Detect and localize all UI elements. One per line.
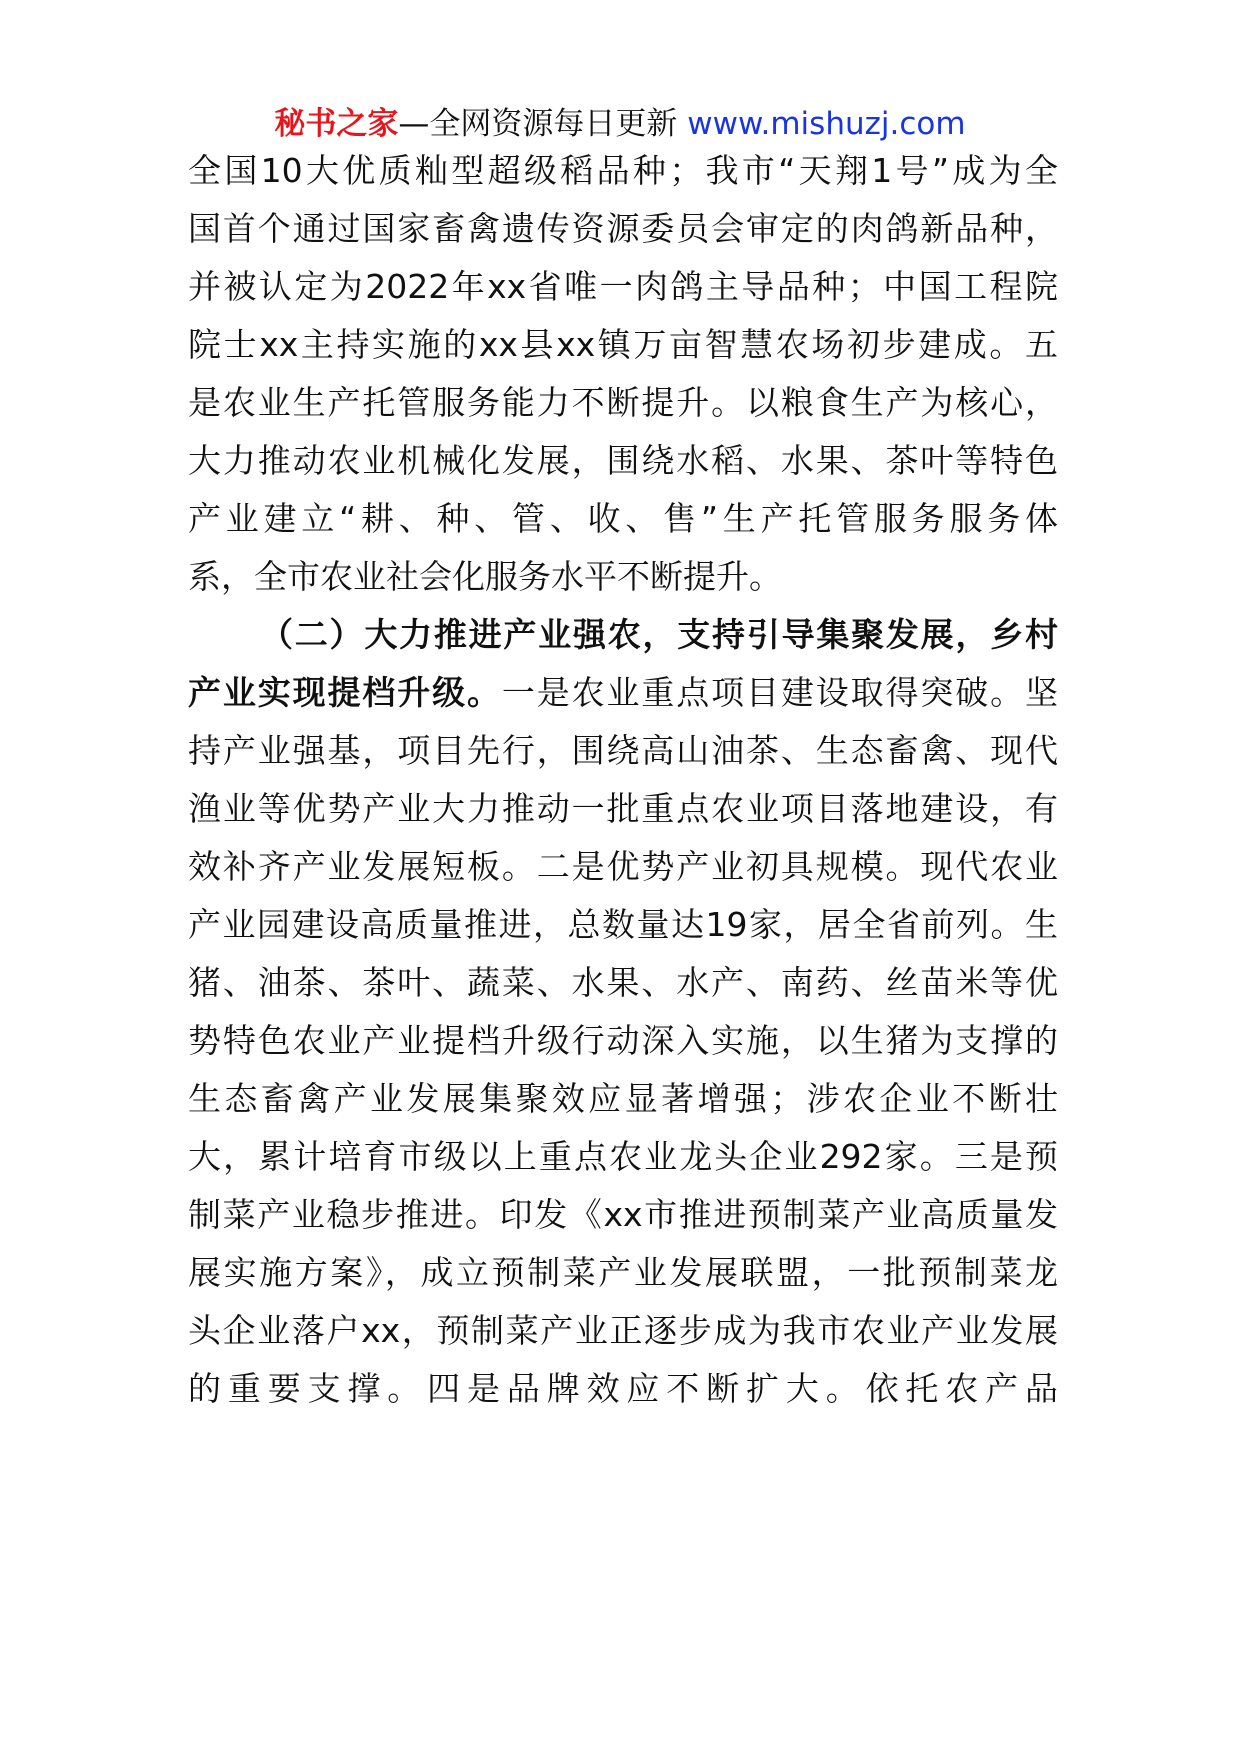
text-run: 一是农业重点项目建设取得突破。坚 [501,673,1058,712]
text-line: 生态畜禽产业发展集聚效应显著增强；涉农企业不断壮 [188,1079,1058,1118]
text-line: 头企业落户xx，预制菜产业正逐步成为我市农业产业发展 [188,1311,1058,1350]
section-heading-tail: 产业实现提档升级。 [188,673,502,712]
text-line: 持产业强基，项目先行，围绕高山油茶、生态畜禽、现代 [188,731,1058,770]
text-line: 的重要支撑。四是品牌效应不断扩大。依托农产品 [188,1369,1058,1408]
site-slogan: —全网资源每日更新 [398,106,688,142]
text-line: 猪、油茶、茶叶、蔬菜、水果、水产、南药、丝苗米等优 [188,963,1058,1002]
text-line: 是农业生产托管服务能力不断提升。以粮食生产为核心， [188,383,1058,422]
site-url-link[interactable]: www.mishuzj.com [687,106,966,142]
text-line: 并被认定为2022年xx省唯一肉鸽主导品种；中国工程院 [188,267,1058,306]
text-line: 渔业等优势产业大力推动一批重点农业项目落地建设，有 [188,789,1058,828]
text-line: 大力推动农业机械化发展，围绕水稻、水果、茶叶等特色 [188,441,1058,480]
text-line: 全国10大优质籼型超级稻品种；我市“天翔1号”成为全 [188,151,1058,190]
site-brand: 秘书之家 [274,106,399,142]
section-heading-continued [188,668,1058,718]
text-line: 效补齐产业发展短板。二是优势产业初具规模。现代农业 [188,847,1058,886]
text-line: 大，累计培育市级以上重点农业龙头企业292家。三是预 [188,1137,1058,1176]
text-line: 系，全市农业社会化服务水平不断提升。 [188,557,782,596]
text-line: 制菜产业稳步推进。印发《xx市推进预制菜产业高质量发 [188,1195,1058,1234]
text-line: 产业园建设高质量推进，总数量达19家，居全省前列。生 [188,905,1058,944]
text-line: 产业建立“耕、种、管、收、售”生产托管服务服务体 [188,499,1058,538]
text-line: 国首个通过国家畜禽遗传资源委员会审定的肉鸽新品种， [188,209,1058,248]
text-line: 展实施方案》，成立预制菜产业发展联盟，一批预制菜龙 [188,1253,1058,1292]
section-heading: （二）大力推进产业强农，支持引导集聚发展，乡村 [260,615,1058,654]
text-line: 势特色农业产业提档升级行动深入实施，以生猪为支撑的 [188,1021,1058,1060]
page-header [0,100,1240,148]
text-line: 院士xx主持实施的xx县xx镇万亩智慧农场初步建成。五 [188,325,1058,364]
